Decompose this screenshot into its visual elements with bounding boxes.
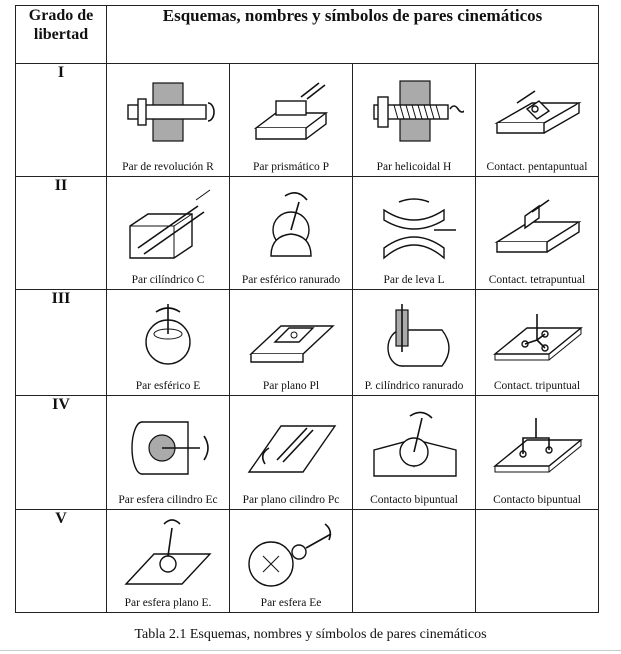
empty-cell [353,510,476,613]
kinematic-pairs-table [15,5,599,613]
grade-label: V [55,510,67,527]
pair-cell [230,290,353,396]
degrees-of-freedom-header [16,6,107,64]
pair-cell [230,396,353,510]
pair-label: Contact. pentapuntual [486,161,588,173]
pair-label: Par esfera cilindro Ec [118,494,218,506]
grade-label: I [57,64,65,81]
pair-label: Contact. tetrapuntual [488,274,586,286]
pair-label: Par de revolución R [122,161,214,173]
pair-label: Par esférico E [135,380,201,392]
four-point-contact-icon [487,186,587,266]
slotted-cylindrical-pair-icon [364,296,464,376]
divider [0,650,621,651]
pair-label: Contact. tripuntual [493,380,581,392]
pair-cell [107,396,230,510]
five-point-contact-icon [487,73,587,153]
grade-label: IV [52,396,70,413]
pair-cell [353,290,476,396]
planar-pair-icon [241,296,341,376]
slotted-spherical-pair-icon [241,186,341,266]
three-point-contact-icon [487,296,587,376]
grade-cell [16,290,107,396]
two-point-contact-sphere-icon [364,406,464,486]
table-row [16,177,599,290]
helical-pair-icon [364,73,464,153]
pair-label: Par esférico ranurado [241,274,341,286]
pair-cell [107,510,230,613]
pair-label: Contacto bipuntual [493,494,581,506]
table-caption: Tabla 2.1 Esquemas, nombres y símbolos de pares cinemáticos [134,627,487,642]
pair-cell [476,290,599,396]
prismatic-pair-icon [241,73,341,153]
pair-cell [107,177,230,290]
pair-label: Par de leva L [383,274,445,286]
pair-label: Par helicoidal H [376,161,452,173]
pair-label: Par cilíndrico C [131,274,205,286]
grade-cell [16,396,107,510]
table-row [16,396,599,510]
pair-cell [476,396,599,510]
two-point-contact-icon [487,406,587,486]
pair-label: Par prismático P [252,161,330,173]
table-row [16,290,599,396]
pair-cell [353,396,476,510]
grade-cell [16,64,107,177]
spherical-pair-icon [118,296,218,376]
pair-cell [107,64,230,177]
grade-label: III [51,290,71,307]
pair-cell [353,177,476,290]
cylindrical-pair-icon [118,186,218,266]
pair-label: Par esfera Ee [260,597,322,609]
cam-pair-icon [364,186,464,266]
pair-cell [353,64,476,177]
table-row [16,510,599,613]
pair-label: Par esfera plano E. [124,597,212,609]
pair-label: Par plano Pl [262,380,320,392]
plane-cylinder-pair-icon [241,406,341,486]
grade-label: II [54,177,68,194]
pair-label: P. cilíndrico ranurado [364,380,464,392]
sphere-plane-pair-icon [118,514,218,594]
pair-label: Par plano cilindro Pc [242,494,340,506]
grade-cell [16,177,107,290]
empty-cell [476,510,599,613]
grade-cell [16,510,107,613]
sphere-sphere-pair-icon [241,514,341,594]
pair-cell [476,64,599,177]
main-header-text: Esquemas, nombres y símbolos de pares cinemáticos [162,6,543,25]
kinematic-pairs-table-sheet [15,5,599,609]
revolute-pair-icon [118,73,218,153]
sphere-cylinder-pair-icon [118,406,218,486]
pair-label: Contacto bipuntual [370,494,458,506]
schemes-header [107,6,599,64]
table-row [16,64,599,177]
corner-header-text: Grado de libertad [28,7,94,43]
pair-cell [107,290,230,396]
pair-cell [230,177,353,290]
pair-cell [230,64,353,177]
pair-cell [230,510,353,613]
pair-cell [476,177,599,290]
